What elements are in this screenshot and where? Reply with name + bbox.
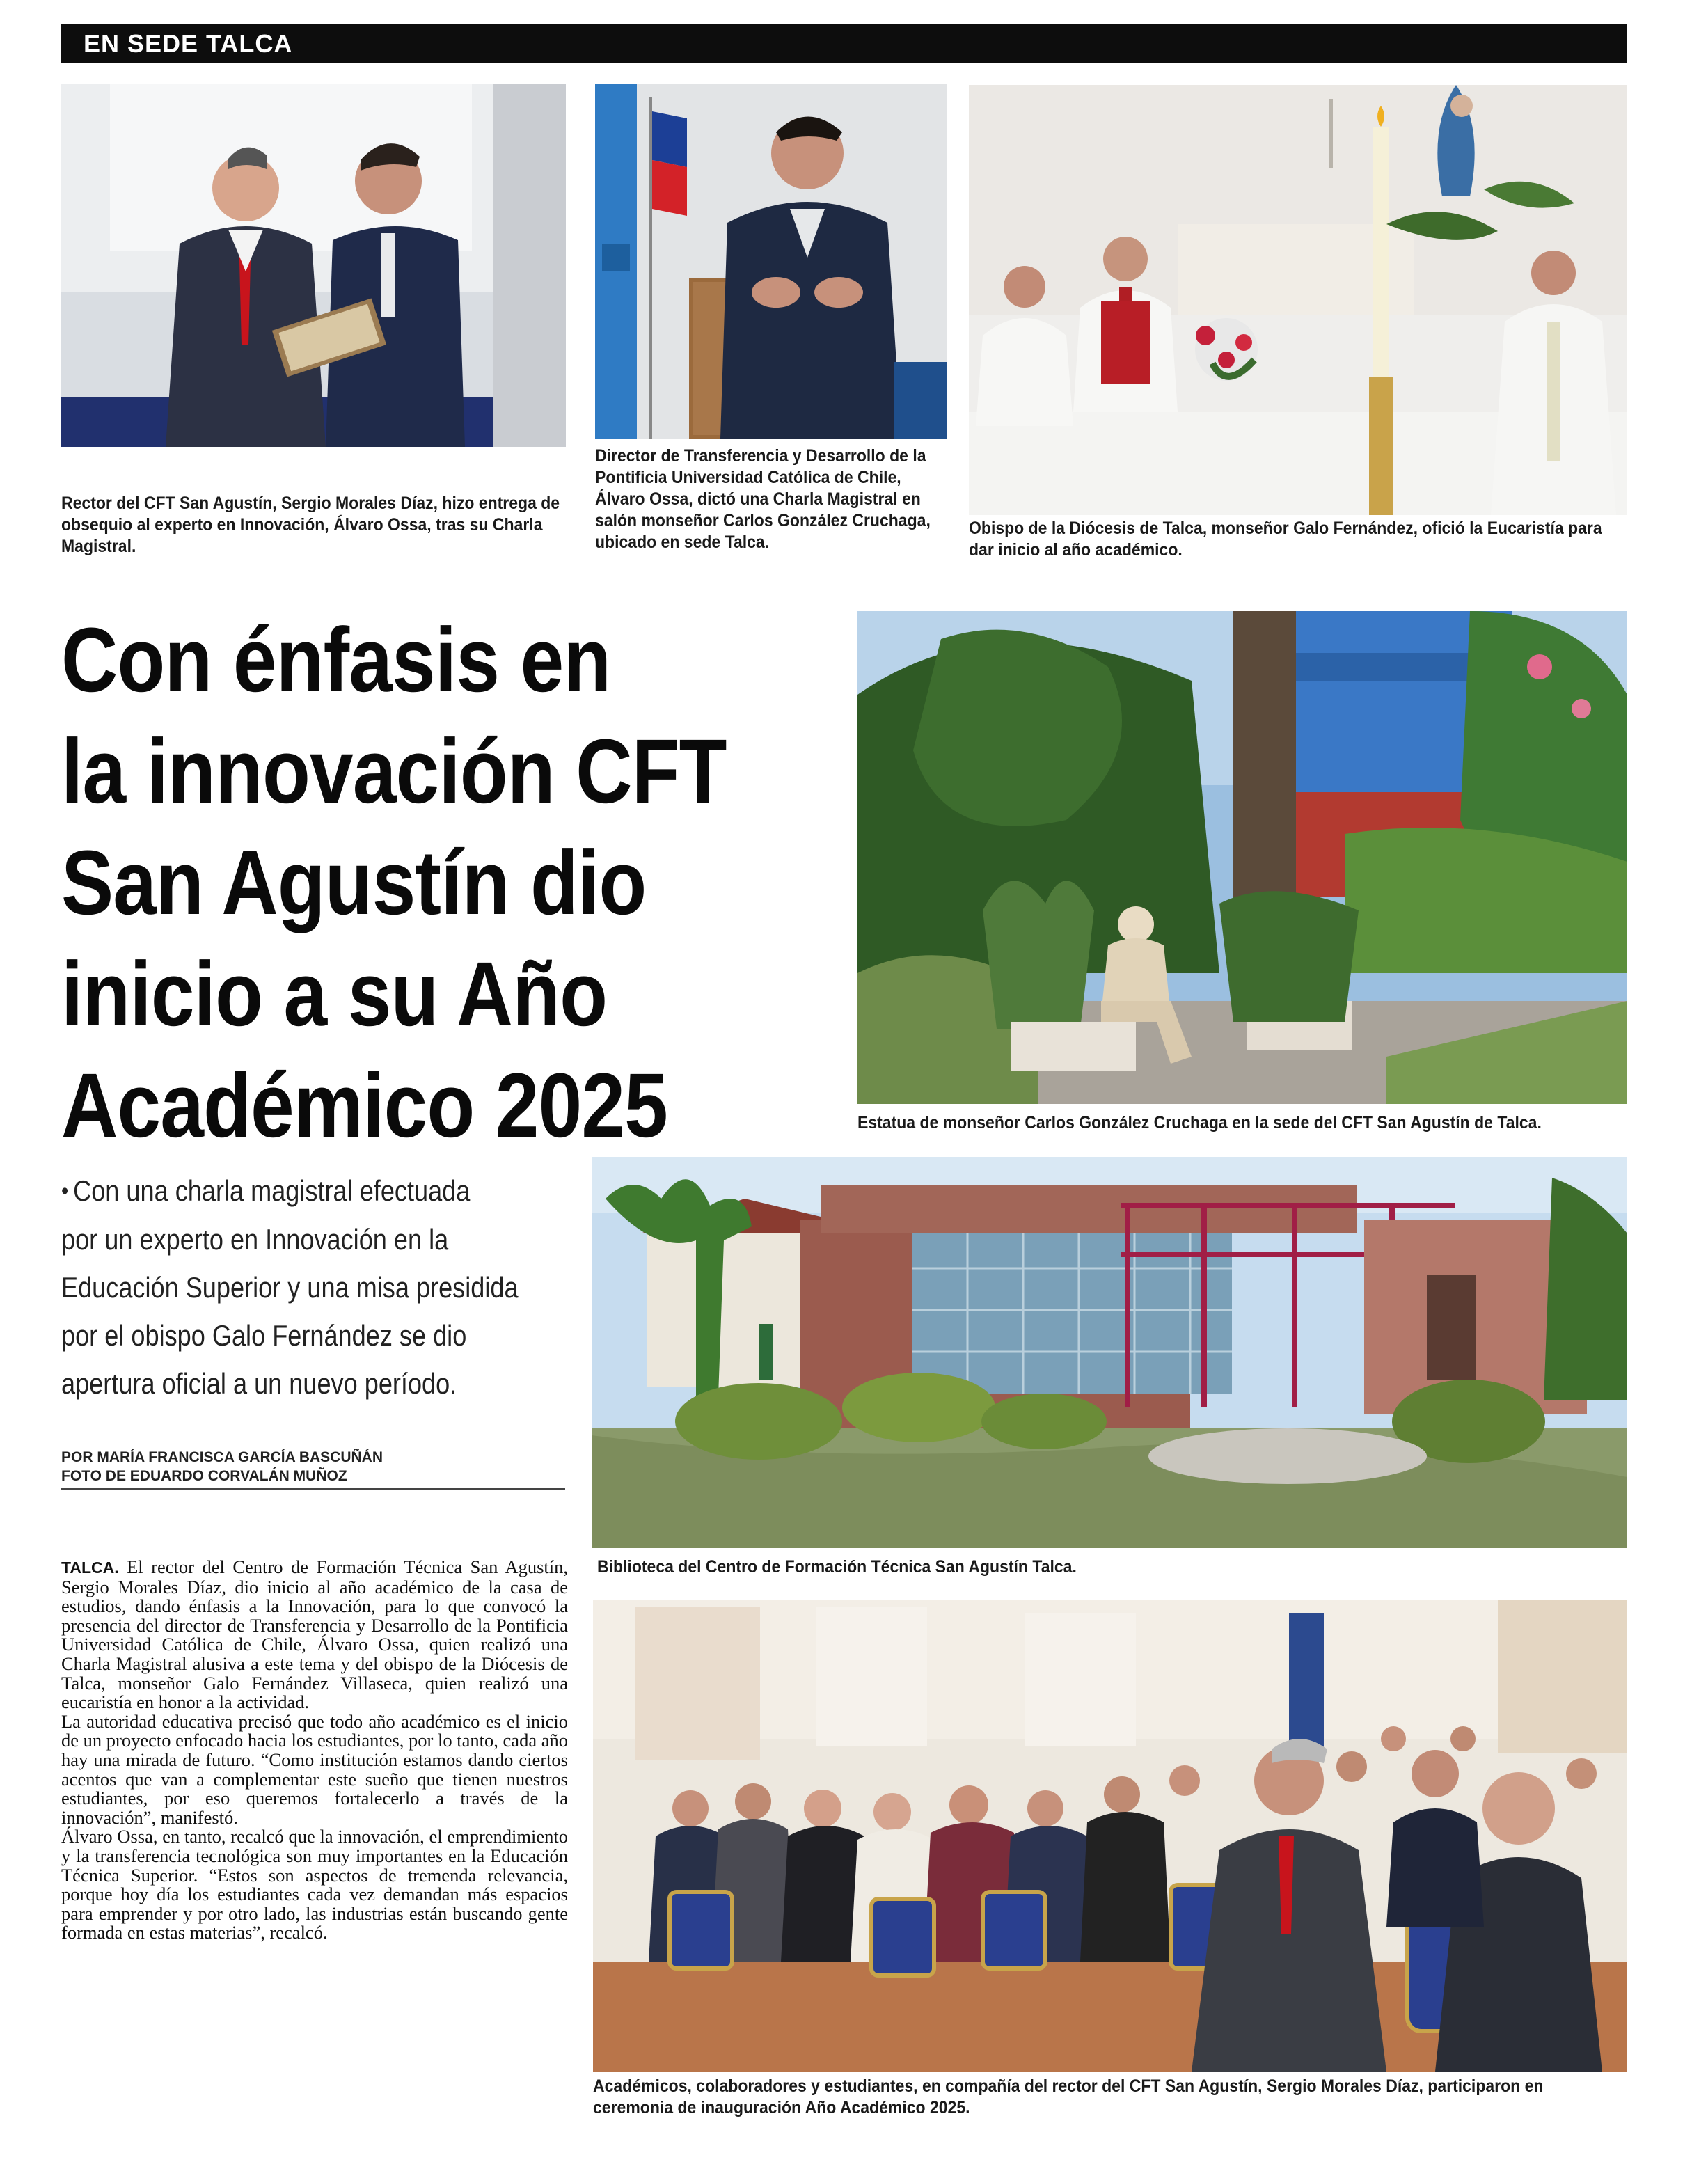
dateline: TALCA. xyxy=(61,1559,119,1577)
photo-bishop-mass xyxy=(969,85,1627,515)
lead-line-1 xyxy=(61,1167,504,1215)
photo-library-building-caption: Biblioteca del Centro de Formación Técnica San Agustín Talca. xyxy=(597,1557,1077,1577)
lead-line: Educación Superior y una misa presidida xyxy=(61,1271,519,1304)
lead-line: por un experto en Innovación en la xyxy=(61,1223,449,1256)
photo-bishop-mass-caption: Obispo de la Diócesis de Talca, monseñor Galo Fernández, ofició la Eucaristía para dar inicio al año académico. xyxy=(969,519,1602,560)
photo-statue-garden-caption: Estatua de monseñor Carlos González Cruchaga en la sede del CFT San Agustín de Talca. xyxy=(857,1113,1542,1133)
headline-line: Con énfasis en xyxy=(61,608,611,711)
section-header-bar xyxy=(61,24,1627,63)
photo-audience xyxy=(593,1600,1627,2072)
headline-line: la innovación CFT xyxy=(61,720,727,822)
body-paragraph-1 xyxy=(61,1558,568,1712)
photo-speaker-podium-caption: Director de Transferencia y Desarrollo de la Pontificia Universidad Católica de Chile, Álvaro Ossa, dictó una Charla Magistral en salón monseñor Carlos González Cruchaga, ubicado en sede Talca. xyxy=(595,446,931,552)
lead-line: por el obispo Galo Fernández se dio xyxy=(61,1319,467,1352)
photo-audience-caption: Académicos, colaboradores y estudiantes, en compañía del rector del CFT San Agustín, Sergio Morales Díaz, participaron en ceremonia de inauguración Año Académico 2025. xyxy=(593,2076,1544,2117)
byline-divider xyxy=(61,1488,565,1490)
photo-statue-garden xyxy=(857,611,1627,1104)
body-paragraph-3: Álvaro Ossa, en tanto, recalcó que la innovación, el emprendimiento y la transferencia tecnológica son muy importantes en la Educación Técnica Superior. “Estos son aspectos de tremenda relevancia, porque hoy día los estudiantes cada vez demandan más espacios para emprender y por otro lado, las industrias están buscando gente formada en estas materias”, recalcó. xyxy=(61,1826,568,1943)
headline-line: inicio a su Año xyxy=(61,942,608,1045)
headline-line: Académico 2025 xyxy=(61,1054,667,1156)
byline-author: POR MARÍA FRANCISCA GARCÍA BASCUÑÁN xyxy=(61,1449,383,1465)
headline xyxy=(61,604,869,1161)
photo-rector-gift-caption: Rector del CFT San Agustín, Sergio Morales Díaz, hizo entrega de obsequio al experto en Innovación, Álvaro Ossa, tras su Charla Magistral. xyxy=(61,494,560,556)
photo-rector-gift xyxy=(61,84,566,447)
photo-speaker-podium xyxy=(595,84,947,439)
article-body xyxy=(61,1558,568,1943)
body-paragraph-1-text: El rector del Centro de Formación Técnica San Agustín, Sergio Morales Díaz, dio inicio al año académico de la casa de estudios, dando énfasis a la Innovación, para lo que convocó la presencia del director de Transferencia y Desarrollo de la Pontificia Universidad Católica de Chile, Álvaro Ossa, quien realizó una Charla Magistral alusiva a este tema y del obispo de la Diócesis de Talca, monseñor Galo Fernández Villaseca, quien realizó una eucaristía en honor a la actividad. xyxy=(61,1556,568,1713)
lead-line: apertura oficial a un nuevo período. xyxy=(61,1367,457,1400)
section-label: EN SEDE TALCA xyxy=(84,29,293,58)
lead-line: Con una charla magistral efectuada xyxy=(73,1174,471,1207)
byline xyxy=(61,1448,562,1485)
lead-bullet: • xyxy=(61,1178,69,1204)
photo-library-building xyxy=(592,1157,1627,1548)
article-lead xyxy=(61,1167,576,1407)
body-paragraph-2: La autoridad educativa precisó que todo año académico es el inicio de un proyecto enfocado hacia los estudiantes, por lo tanto, cada año hay una mirada de futuro. “Como institución estamos dando ciertos acentos que van a complementar este sueño que tienen nuestros estudiantes, por eso queremos fortalecerlo a través de la innovación”, manifestó. xyxy=(61,1710,568,1828)
headline-line: San Agustín dio xyxy=(61,831,647,933)
byline-photo: FOTO DE EDUARDO CORVALÁN MUÑOZ xyxy=(61,1468,347,1484)
